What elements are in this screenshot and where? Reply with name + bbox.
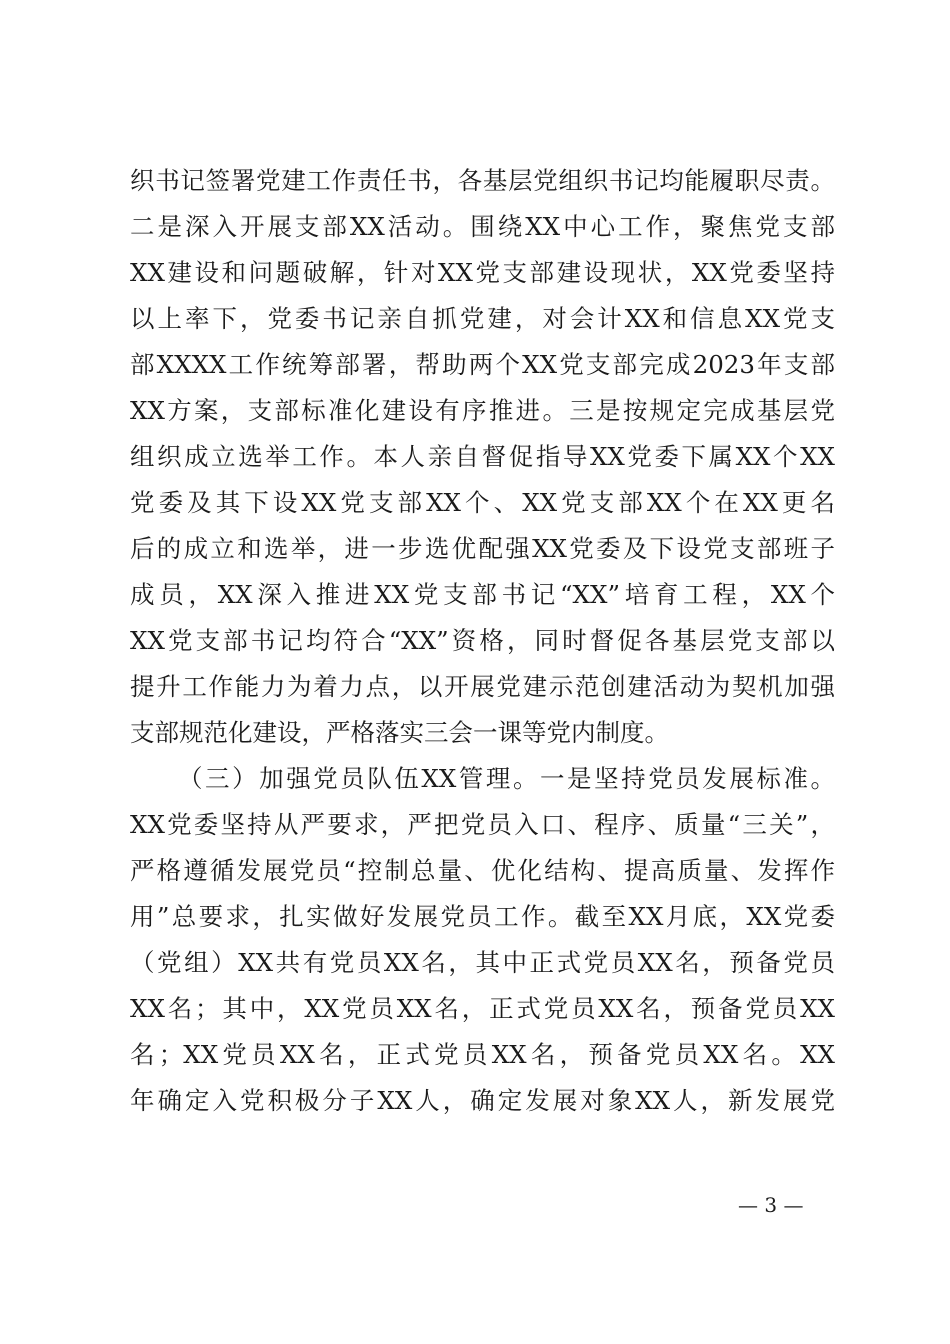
document-body [130, 158, 835, 1124]
page-number: — 3 — [738, 1193, 804, 1217]
body-line: 后的成立和选举，进一步选优配强XX党委及下设党支部班子 [130, 534, 835, 563]
body-line: 严格遵循发展党员“控制总量、优化结构、提高质量、发挥作 [130, 856, 835, 885]
body-line: 用”总要求，扎实做好发展党员工作。截至XX月底，XX党委 [130, 902, 835, 931]
body-line: 名；XX党员XX名，正式党员XX名，预备党员XX名。XX [130, 1040, 835, 1069]
body-line: 成员，XX深入推进XX党支部书记“XX”培育工程，XX个 [130, 580, 835, 609]
body-line: XX党委坚持从严要求，严把党员入口、程序、质量“三关”， [130, 810, 835, 839]
body-line: 部XXXX工作统筹部署，帮助两个XX党支部完成2023年支部 [130, 350, 835, 379]
body-line: XX党支部书记均符合“XX”资格，同时督促各基层党支部以 [130, 626, 835, 655]
body-line: 织书记签署党建工作责任书，各基层党组织书记均能履职尽责。 [130, 166, 835, 195]
body-line: （党组）XX共有党员XX名，其中正式党员XX名，预备党员 [130, 948, 835, 977]
body-line: 党委及其下设XX党支部XX个、XX党支部XX个在XX更名 [130, 488, 835, 517]
body-line: 提升工作能力为着力点，以开展党建示范创建活动为契机加强 [130, 672, 835, 701]
body-line: 年确定入党积极分子XX人，确定发展对象XX人，新发展党 [130, 1086, 835, 1115]
body-line: 二是深入开展支部XX活动。围绕XX中心工作，聚焦党支部 [130, 212, 835, 241]
section-heading-line: （三）加强党员队伍XX管理。一是坚持党员发展标准。 [178, 764, 835, 793]
body-line: XX名；其中，XX党员XX名，正式党员XX名，预备党员XX [130, 994, 835, 1023]
body-line: XX建设和问题破解，针对XX党支部建设现状，XX党委坚持 [130, 258, 835, 287]
body-line: 组织成立选举工作。本人亲自督促指导XX党委下属XX个XX [130, 442, 835, 471]
paragraph-end-line: 支部规范化建设，严格落实三会一课等党内制度。 [130, 718, 669, 747]
body-line: XX方案，支部标准化建设有序推进。三是按规定完成基层党 [130, 396, 835, 425]
body-line: 以上率下，党委书记亲自抓党建，对会计XX和信息XX党支 [130, 304, 835, 333]
